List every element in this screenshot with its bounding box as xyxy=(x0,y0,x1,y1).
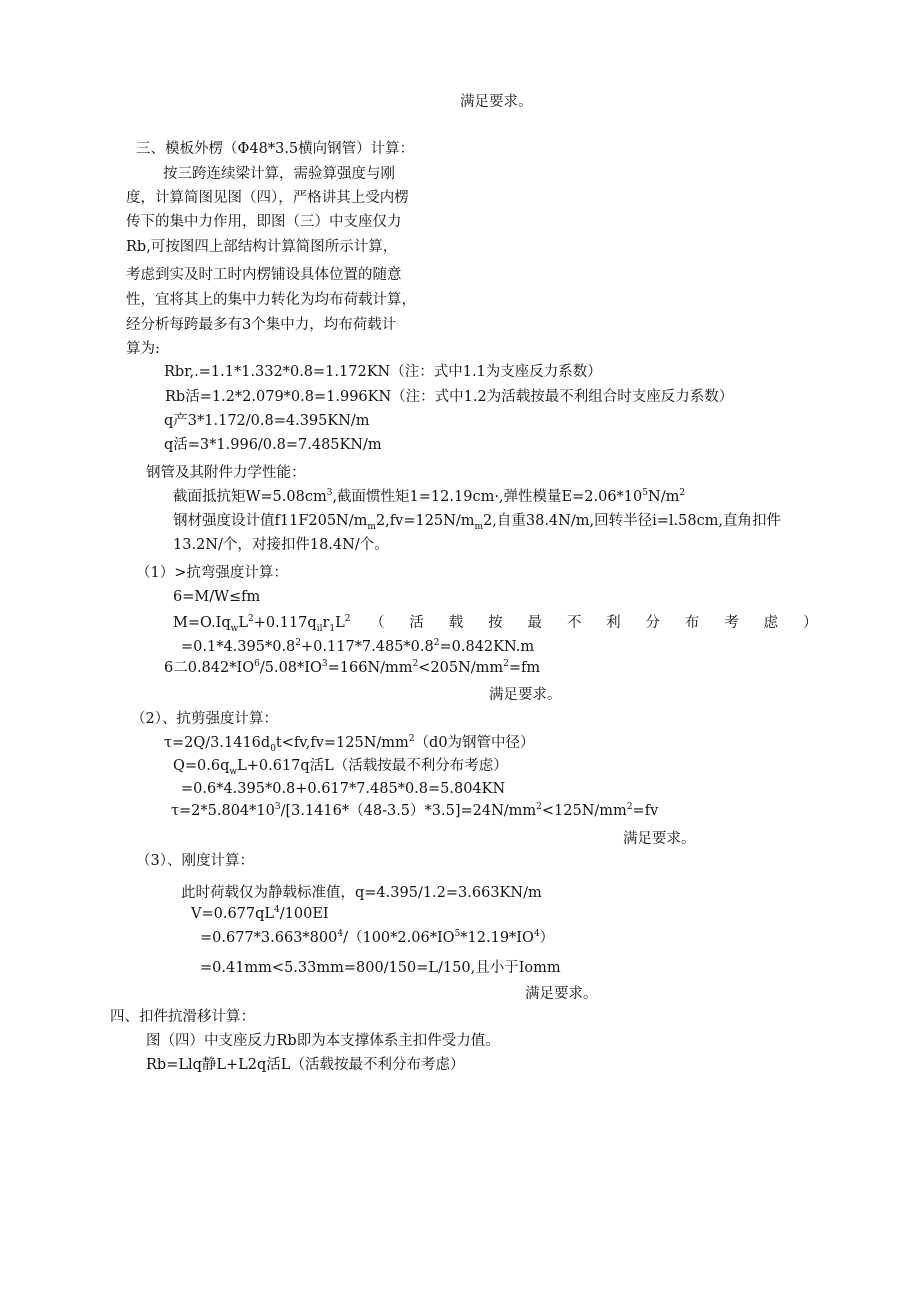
superscript: 2 xyxy=(408,734,415,745)
formula-line: 此时荷载仅为静载标准值，q=4.395∕1.2=3.663KN∕m xyxy=(181,885,542,901)
section-heading: 三、模板外楞（Φ48*3.5横向钢管）计算： xyxy=(136,141,415,157)
text-run: Q=0.6q xyxy=(173,758,230,774)
superscript: 2 xyxy=(626,802,633,813)
text-run: 2,fv=125N∕m xyxy=(375,513,475,529)
text-run: =fm xyxy=(508,660,541,676)
property-line xyxy=(173,487,685,507)
subheading: （1）>抗弯强度计算： xyxy=(136,565,288,581)
subscript: il xyxy=(316,623,323,634)
text-run: =0.1*4.395*0.8 xyxy=(181,639,296,655)
formula-line xyxy=(181,637,534,657)
note-character: 布 xyxy=(684,615,700,631)
superscript: 2 xyxy=(344,614,351,625)
formula-line xyxy=(173,756,508,776)
note-character: 按 xyxy=(488,615,503,631)
note-character: （ xyxy=(370,615,385,631)
formula-line: q产3*1.172/0.8=4.395KN/m xyxy=(164,413,370,429)
text-run: *12.19*IO xyxy=(460,930,534,946)
property-line xyxy=(173,511,781,531)
formula-line xyxy=(191,904,329,924)
text-run: 钢材强度设计值f11F205N∕m xyxy=(173,513,368,529)
note-character: 分 xyxy=(645,615,661,631)
text-run: ,截面惯性矩1=12.19cm·,弹性模量E=2.06*10 xyxy=(332,489,643,505)
text-run: 2,自重38.4N∕m,回转半径i=l.58cm,直角扣件 xyxy=(483,513,782,529)
subscript: w xyxy=(230,623,239,634)
formula-line: =0.6*4.395*0.8+0.617*7.485*0.8=5.804KN xyxy=(181,781,506,797)
paragraph-line: 按三跨连续梁计算，需验算强度与刚 xyxy=(163,166,395,182)
text-run: M=O.Iq xyxy=(173,615,231,631)
paragraph-line: 度，计算简图见图（四），严格讲其上受内楞 xyxy=(126,190,409,206)
formula-line: q活=3*1.996/0.8=7.485KN/m xyxy=(164,437,382,453)
text-run: L xyxy=(238,615,249,631)
subscript: w xyxy=(229,766,238,777)
superscript: 6 xyxy=(254,659,260,670)
formula-line: =0.41mm<5.33mm=800∕150=L∕150,且小于Iomm xyxy=(200,960,561,976)
paragraph-line: 经分析每跨最多有3个集中力，均布荷载计 xyxy=(126,317,397,333)
text-run: =0.677*3.663*800 xyxy=(200,930,338,946)
formula-line: Rbr,.=1.1*1.332*0.8=1.172KN（注：式中1.1为支座反力系数） xyxy=(164,364,602,380)
paragraph-line: 性，宜将其上的集中力转化为均布荷载计算， xyxy=(126,292,416,308)
property-line: 13.2N/个，对接扣件18.4N/个。 xyxy=(173,537,389,553)
text-run: /100EI xyxy=(279,906,329,922)
note-character: 不 xyxy=(566,615,582,631)
superscript: 5 xyxy=(454,929,461,940)
superscript: 2 xyxy=(248,614,254,625)
text-run: +0.117*7.485*0.8 xyxy=(301,639,434,655)
superscript: 4 xyxy=(337,929,344,940)
formula-line xyxy=(200,928,554,948)
subheading: 钢管及其附件力学性能： xyxy=(146,465,306,481)
text-run: r xyxy=(322,615,330,631)
text-run: V=0.677qL xyxy=(191,906,275,922)
conclusion-text: 满足要求。 xyxy=(623,831,696,847)
text-run: =0.842KN.m xyxy=(439,639,535,655)
formula-line xyxy=(171,801,658,821)
superscript: 3 xyxy=(321,659,328,670)
text-run: =166N∕mm xyxy=(327,660,413,676)
conclusion-text: 满足要求。 xyxy=(489,687,562,703)
note-character: 最 xyxy=(527,615,542,631)
paragraph-line: 图（四）中支座反力Rb即为本支撑体系主扣件受力值。 xyxy=(146,1033,500,1049)
conclusion-text: 满足要求。 xyxy=(525,986,598,1002)
text-run: 截面抵抗矩W=5.08cm xyxy=(173,489,327,505)
text-run: =fv xyxy=(632,803,659,819)
text-run: /5.08*IO xyxy=(259,660,322,676)
text-run: τ=2Q∕3.1416d xyxy=(164,735,271,751)
text-run: τ=2*5.804*10 xyxy=(171,803,275,819)
text-run: （d0为钢管中径） xyxy=(414,735,535,751)
note-character: 载 xyxy=(448,615,464,631)
formula-line xyxy=(164,733,535,753)
superscript: 2 xyxy=(503,659,509,670)
subscript: m xyxy=(474,521,484,532)
paragraph-line: 算为: xyxy=(126,341,160,357)
superscript: 4 xyxy=(274,905,280,916)
subheading: （3）、刚度计算： xyxy=(136,853,254,869)
paragraph-line: 考虑到实及时工时内楞铺设具体位置的随意 xyxy=(126,267,402,283)
text-run: N∕m xyxy=(648,489,680,505)
text-run: <205N∕mm xyxy=(418,660,504,676)
text-run: L+0.617q活L（活载按最不利分布考虑） xyxy=(237,758,508,774)
note-character: 虑 xyxy=(763,615,779,631)
formula-line xyxy=(164,658,540,678)
text-run: L xyxy=(335,615,345,631)
note-character: 考 xyxy=(724,615,739,631)
section-heading: 四、扣件抗滑移计算： xyxy=(110,1009,255,1025)
text-run: 6二0.842*IO xyxy=(164,660,255,676)
subheading: （2）、抗剪强度计算： xyxy=(131,711,278,727)
subscript: 0 xyxy=(270,743,276,754)
superscript: 5 xyxy=(642,488,648,499)
text-run: t<fv,fv=125N∕mm xyxy=(275,735,409,751)
superscript: 4 xyxy=(533,929,540,940)
text-run: ∕[3.1416*（48-3.5）*3.5]=24N∕mm xyxy=(280,803,537,819)
superscript: 3 xyxy=(326,488,333,499)
text-run: +0.117q xyxy=(253,615,317,631)
subscript: m xyxy=(367,521,376,532)
subscript: 1 xyxy=(329,623,336,634)
note-character: ） xyxy=(803,615,818,631)
superscript: 2 xyxy=(536,802,542,813)
superscript: 2 xyxy=(412,659,419,670)
text-run: ） xyxy=(539,930,555,946)
note-character: 利 xyxy=(606,615,621,631)
paragraph-line: Rb,可按图四上部结构计算简图所示计算， xyxy=(126,239,398,255)
formula-line: Rb活=1.2*2.079*0.8=1.996KN（注：式中1.2为活载按最不利组合时支座反力系数） xyxy=(165,389,734,405)
text-run: <125N∕mm xyxy=(541,803,627,819)
formula-line: 6=M/W≤fm xyxy=(173,589,261,605)
superscript: 2 xyxy=(433,638,440,649)
superscript: 3 xyxy=(274,802,281,813)
text-run: /（100*2.06*IO xyxy=(343,930,455,946)
note-character: 活 xyxy=(409,615,424,631)
superscript: 2 xyxy=(295,638,302,649)
spread-note xyxy=(370,613,818,633)
formula-line: Rb=Llq静L+L2q活L（活载按最不利分布考虑） xyxy=(146,1057,465,1073)
conclusion-text: 满足要求。 xyxy=(460,94,533,110)
formula-line xyxy=(173,613,351,633)
superscript: 2 xyxy=(679,488,686,499)
paragraph-line: 传下的集中力作用，即图（三）中支座仅力 xyxy=(126,214,402,230)
